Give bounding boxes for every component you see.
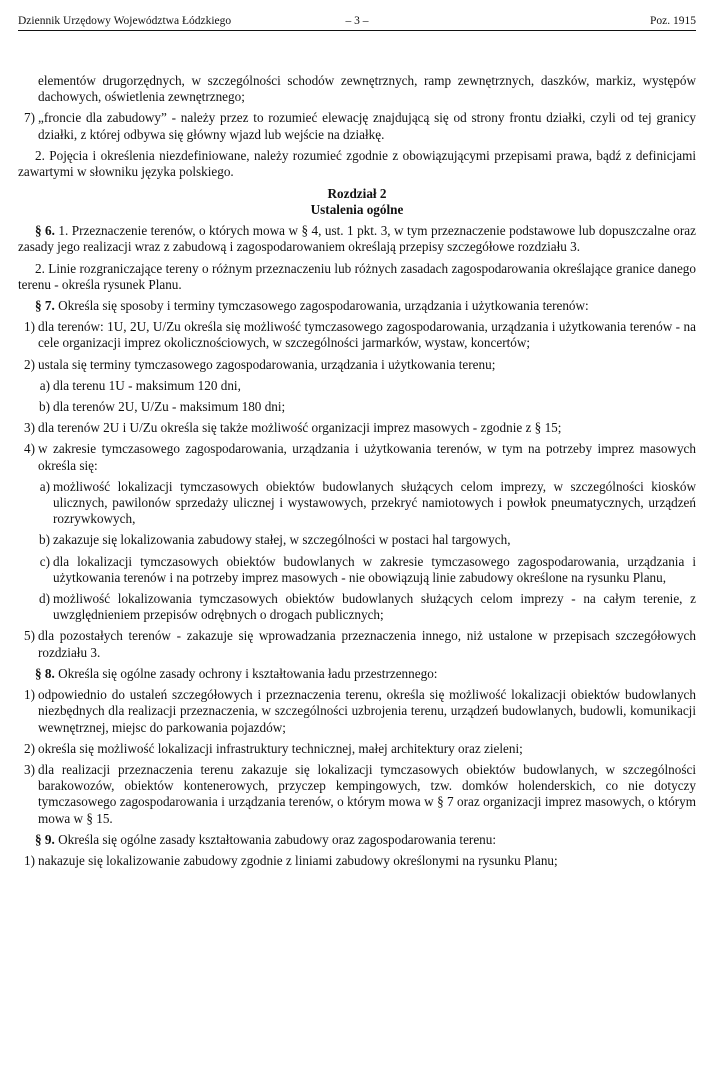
section-7-item-2 (18, 357, 696, 373)
section-8-mark: § 8. (35, 665, 55, 681)
item-text: zakazuje się lokalizowania zabudowy stałej, w szczególności w postaci hal targowych, (53, 532, 511, 548)
chapter-heading (18, 186, 696, 218)
section-7-item-4b (18, 532, 696, 548)
item-letter: a) (39, 478, 50, 494)
item-text: nakazuje się lokalizowanie zabudowy zgodnie z liniami zabudowy określonymi na rysunku Planu; (38, 852, 558, 868)
section-7-mark: § 7. (35, 298, 55, 314)
item-letter: c) (39, 553, 50, 569)
continued-paragraph: elementów drugorzędnych, w szczególności schodów zewnętrznych, ramp zewnętrznych, daszków, markiz, występów dachowych, oświetlenia zewnętrznego; (38, 73, 696, 105)
section-8-item-1 (18, 687, 696, 736)
item-number: 1) (24, 852, 35, 868)
section-8-item-2 (18, 741, 696, 757)
section-6-mark: § 6. (35, 223, 55, 239)
header-journal-title: Dziennik Urzędowy Województwa Łódzkiego (18, 15, 232, 27)
section-8-intro-text: Określa się ogólne zasady ochrony i kształtowania ładu przestrzennego: (54, 665, 438, 681)
chapter-title: Ustalenia ogólne (310, 202, 404, 218)
page-header (18, 14, 696, 31)
section-7-item-4 (18, 441, 696, 473)
section-7-intro (18, 298, 696, 314)
item-text: dla pozostałych terenów - zakazuje się wprowadzania przeznaczenia innego, niż ustalone w przepisach szczegółowych rozdziału 3. (38, 628, 696, 660)
header-position: Poz. 1915 (650, 15, 696, 27)
section-7-intro-text: Określa się sposoby i terminy tymczasowego zagospodarowania, urządzania i użytkowania terenów: (54, 298, 589, 314)
section-7-item-4c (18, 554, 696, 586)
item-text: dla terenu 1U - maksimum 120 dni, (53, 377, 241, 393)
header-page-number: – 3 – (345, 15, 369, 27)
section-9-mark: § 9. (35, 831, 55, 847)
item-number: 2) (24, 356, 35, 372)
item-text: dla realizacji przeznaczenia terenu zakazuje się lokalizacji tymczasowych obiektów budowlanych, w szczególności barakowozów, obiektów kontenerowych, przyczep kempingowych, tzw. domków holenderskich, co nie dotyczy tymczasowego zagospodarowania i urządzania terenów, o którym mowa w § 7 oraz organizacji imprez masowych, o którym mowa w § 15. (38, 761, 696, 826)
section-7-item-1 (18, 319, 696, 351)
item-text: ustala się terminy tymczasowego zagospodarowania, urządzania i użytkowania terenu; (38, 356, 496, 372)
item-text: możliwość lokalizacji tymczasowych obiektów budowlanych służących celom imprezy, w szczególności kiosków ulicznych, pawilonów sprzedaży ulicznej i wystawowych, przekryć namiotowych i powłok pneumatycznych, urządzeń rozrywkowych, (53, 478, 696, 527)
section-7-item-4a (18, 479, 696, 528)
item-text: dla terenów 2U i U/Zu określa się także możliwość organizacji imprez masowych - zgodnie z § 15; (38, 420, 562, 436)
item-text: dla terenów: 1U, 2U, U/Zu określa się możliwość tymczasowego zagospodarowania, urządzania i użytkowania terenów - na cele organizacji imprez okolicznościowych, w szczególności jarmarków, wystaw, koncertów; (38, 319, 696, 351)
item-number: 4) (24, 441, 35, 457)
section-9-intro-text: Określa się ogólne zasady kształtowania zabudowy oraz zagospodarowania terenu: (54, 831, 497, 847)
section-7-item-2b (18, 399, 696, 415)
item-letter: b) (39, 532, 50, 548)
item-letter: d) (39, 591, 50, 607)
document-body (18, 73, 696, 869)
section-7-item-3 (18, 420, 696, 436)
section-6-paragraph-2: 2. Linie rozgraniczające tereny o różnym przeznaczeniu lub różnych zasadach zagospodarowania określające granice danego terenu - określa rysunek Planu. (18, 260, 696, 292)
chapter-number: Rozdział 2 (327, 186, 387, 202)
item-number: 3) (24, 420, 35, 436)
item-number: 5) (24, 628, 35, 644)
section-7-item-4d (18, 591, 696, 623)
item-text: „froncie dla zabudowy” - należy przez to rozumieć elewację znajdującą się od strony frontu działki, czyli od tej granicy działki, z której odbywa się główny wjazd lub wejście na działkę. (38, 110, 696, 142)
section-7-item-5 (18, 628, 696, 660)
item-letter: a) (39, 377, 50, 393)
section-7-item-2a (18, 378, 696, 394)
paragraph-2: 2. Pojęcia i określenia niezdefiniowane, należy rozumieć zgodnie z obowiązującymi przepisami prawa, bądź z definicjami zawartymi w słowniku języka polskiego. (18, 147, 696, 180)
item-number: 2) (24, 740, 35, 756)
section-9-intro (18, 832, 696, 848)
section-9-item-1 (18, 853, 696, 869)
section-6-paragraph-1 (18, 223, 696, 255)
section-8-intro (18, 666, 696, 682)
item-text: możliwość lokalizowania tymczasowych obiektów budowlanych służących celom imprezy - na całym terenie, z uwzględnieniem przepisów odrębnych o drogach publicznych; (53, 591, 696, 623)
item-text: dla terenów 2U, U/Zu - maksimum 180 dni; (53, 399, 286, 415)
item-text: w zakresie tymczasowego zagospodarowania, urządzania i użytkowania terenów, w tym na potrzeby imprez masowych określa się: (38, 441, 696, 473)
item-number: 1) (24, 687, 35, 703)
section-6-text: 1. Przeznaczenie terenów, o których mowa w § 4, ust. 1 pkt. 3, w tym przeznaczenie podstawowe lub dopuszczalne oraz zasady jego realizacji wraz z zabudową i zagospodarowaniem określają przepisy szczegółowe rozdziału 3. (18, 223, 697, 255)
item-number: 7) (24, 110, 35, 126)
item-number: 3) (24, 761, 35, 777)
section-8-item-3 (18, 762, 696, 827)
item-text: dla lokalizacji tymczasowych obiektów budowlanych w zakresie tymczasowego zagospodarowania, urządzania i użytkowania terenów i na potrzeby imprez masowych - nie obowiązują linie zabudowy określone na rysunku Planu, (53, 553, 696, 585)
item-number: 1) (24, 319, 35, 335)
item-text: określa się możliwość lokalizacji infrastruktury technicznej, małej architektury oraz zieleni; (38, 740, 523, 756)
item-text: odpowiednio do ustaleń szczegółowych i przeznaczenia terenu, określa się możliwość lokalizacji obiektów budowlanych niezbędnych dla realizacji przeznaczenia, w szczególności uzbrojenia terenu, urządzeń budowlanych, budowli, komunikacji wewnętrznej, miejsc do parkowania pojazdów; (38, 687, 696, 735)
item-letter: b) (39, 399, 50, 415)
definition-item-7 (18, 110, 696, 142)
